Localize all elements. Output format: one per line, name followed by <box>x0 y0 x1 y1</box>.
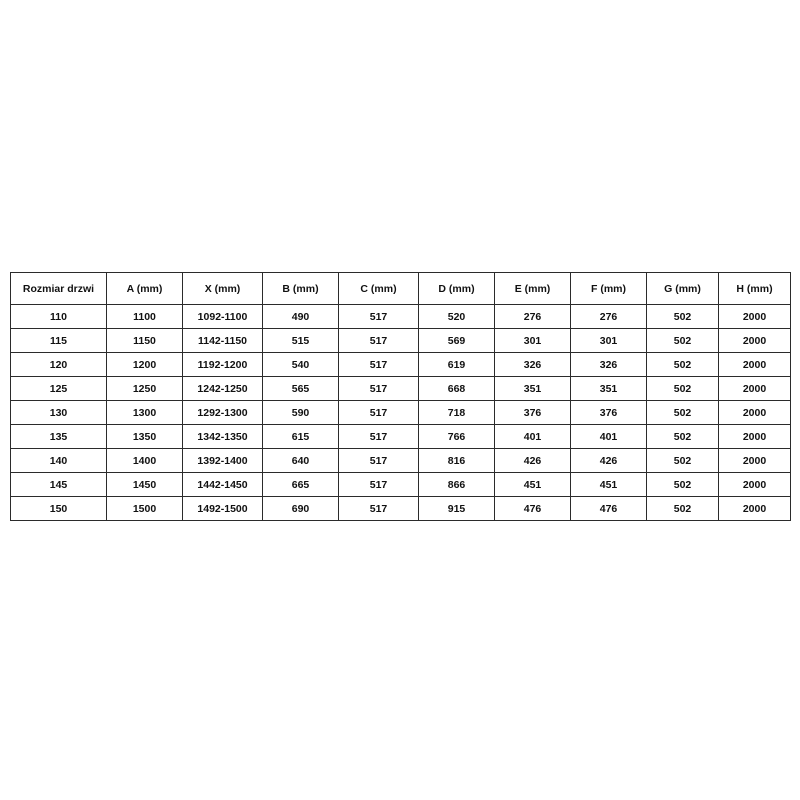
cell-b: 565 <box>263 377 339 401</box>
cell-c: 517 <box>339 353 419 377</box>
cell-a: 1300 <box>107 401 183 425</box>
cell-g: 502 <box>647 473 719 497</box>
cell-a: 1100 <box>107 305 183 329</box>
cell-b: 590 <box>263 401 339 425</box>
table-row <box>11 329 791 353</box>
cell-d: 520 <box>419 305 495 329</box>
cell-g: 502 <box>647 449 719 473</box>
cell-f: 426 <box>571 449 647 473</box>
cell-e: 376 <box>495 401 571 425</box>
cell-h: 2000 <box>719 353 791 377</box>
column-header-e: E (mm) <box>495 273 571 305</box>
table-body <box>11 305 791 521</box>
cell-a: 1250 <box>107 377 183 401</box>
cell-h: 2000 <box>719 449 791 473</box>
cell-x: 1092-1100 <box>183 305 263 329</box>
cell-x: 1492-1500 <box>183 497 263 521</box>
cell-g: 502 <box>647 329 719 353</box>
cell-f: 476 <box>571 497 647 521</box>
cell-d: 915 <box>419 497 495 521</box>
cell-g: 502 <box>647 353 719 377</box>
cell-d: 718 <box>419 401 495 425</box>
column-header-b: B (mm) <box>263 273 339 305</box>
cell-e: 451 <box>495 473 571 497</box>
cell-a: 1450 <box>107 473 183 497</box>
table-row <box>11 425 791 449</box>
cell-c: 517 <box>339 497 419 521</box>
cell-b: 540 <box>263 353 339 377</box>
cell-x: 1392-1400 <box>183 449 263 473</box>
cell-a: 1150 <box>107 329 183 353</box>
cell-a: 1400 <box>107 449 183 473</box>
table-row <box>11 497 791 521</box>
cell-a: 1500 <box>107 497 183 521</box>
table-row <box>11 377 791 401</box>
cell-e: 276 <box>495 305 571 329</box>
cell-c: 517 <box>339 329 419 353</box>
cell-e: 426 <box>495 449 571 473</box>
cell-f: 401 <box>571 425 647 449</box>
table-row <box>11 449 791 473</box>
cell-e: 476 <box>495 497 571 521</box>
cell-d: 866 <box>419 473 495 497</box>
cell-g: 502 <box>647 401 719 425</box>
cell-size: 115 <box>11 329 107 353</box>
cell-d: 619 <box>419 353 495 377</box>
cell-x: 1242-1250 <box>183 377 263 401</box>
column-header-size: Rozmiar drzwi <box>11 273 107 305</box>
cell-h: 2000 <box>719 497 791 521</box>
specification-table <box>10 272 791 521</box>
cell-h: 2000 <box>719 425 791 449</box>
cell-b: 640 <box>263 449 339 473</box>
cell-b: 665 <box>263 473 339 497</box>
cell-h: 2000 <box>719 329 791 353</box>
cell-g: 502 <box>647 377 719 401</box>
cell-size: 110 <box>11 305 107 329</box>
cell-c: 517 <box>339 425 419 449</box>
cell-size: 130 <box>11 401 107 425</box>
column-header-h: H (mm) <box>719 273 791 305</box>
cell-g: 502 <box>647 305 719 329</box>
table-header <box>11 273 791 305</box>
cell-f: 451 <box>571 473 647 497</box>
column-header-f: F (mm) <box>571 273 647 305</box>
cell-size: 135 <box>11 425 107 449</box>
cell-b: 490 <box>263 305 339 329</box>
cell-c: 517 <box>339 305 419 329</box>
table-header-row <box>11 273 791 305</box>
cell-g: 502 <box>647 497 719 521</box>
cell-h: 2000 <box>719 473 791 497</box>
cell-d: 569 <box>419 329 495 353</box>
cell-d: 816 <box>419 449 495 473</box>
cell-x: 1292-1300 <box>183 401 263 425</box>
cell-f: 301 <box>571 329 647 353</box>
cell-h: 2000 <box>719 305 791 329</box>
cell-a: 1350 <box>107 425 183 449</box>
cell-x: 1192-1200 <box>183 353 263 377</box>
cell-a: 1200 <box>107 353 183 377</box>
cell-b: 515 <box>263 329 339 353</box>
cell-e: 301 <box>495 329 571 353</box>
cell-size: 150 <box>11 497 107 521</box>
cell-e: 326 <box>495 353 571 377</box>
cell-e: 351 <box>495 377 571 401</box>
cell-e: 401 <box>495 425 571 449</box>
cell-g: 502 <box>647 425 719 449</box>
column-header-c: C (mm) <box>339 273 419 305</box>
column-header-a: A (mm) <box>107 273 183 305</box>
cell-size: 120 <box>11 353 107 377</box>
cell-c: 517 <box>339 473 419 497</box>
cell-size: 140 <box>11 449 107 473</box>
cell-c: 517 <box>339 401 419 425</box>
cell-b: 615 <box>263 425 339 449</box>
cell-x: 1442-1450 <box>183 473 263 497</box>
cell-size: 125 <box>11 377 107 401</box>
cell-h: 2000 <box>719 401 791 425</box>
cell-d: 668 <box>419 377 495 401</box>
cell-d: 766 <box>419 425 495 449</box>
cell-c: 517 <box>339 377 419 401</box>
cell-f: 276 <box>571 305 647 329</box>
specification-table-container <box>10 272 790 521</box>
column-header-x: X (mm) <box>183 273 263 305</box>
table-row <box>11 353 791 377</box>
cell-f: 351 <box>571 377 647 401</box>
cell-size: 145 <box>11 473 107 497</box>
table-row <box>11 305 791 329</box>
cell-f: 326 <box>571 353 647 377</box>
table-row <box>11 473 791 497</box>
cell-b: 690 <box>263 497 339 521</box>
cell-x: 1142-1150 <box>183 329 263 353</box>
column-header-d: D (mm) <box>419 273 495 305</box>
cell-x: 1342-1350 <box>183 425 263 449</box>
cell-f: 376 <box>571 401 647 425</box>
column-header-g: G (mm) <box>647 273 719 305</box>
table-row <box>11 401 791 425</box>
cell-h: 2000 <box>719 377 791 401</box>
cell-c: 517 <box>339 449 419 473</box>
